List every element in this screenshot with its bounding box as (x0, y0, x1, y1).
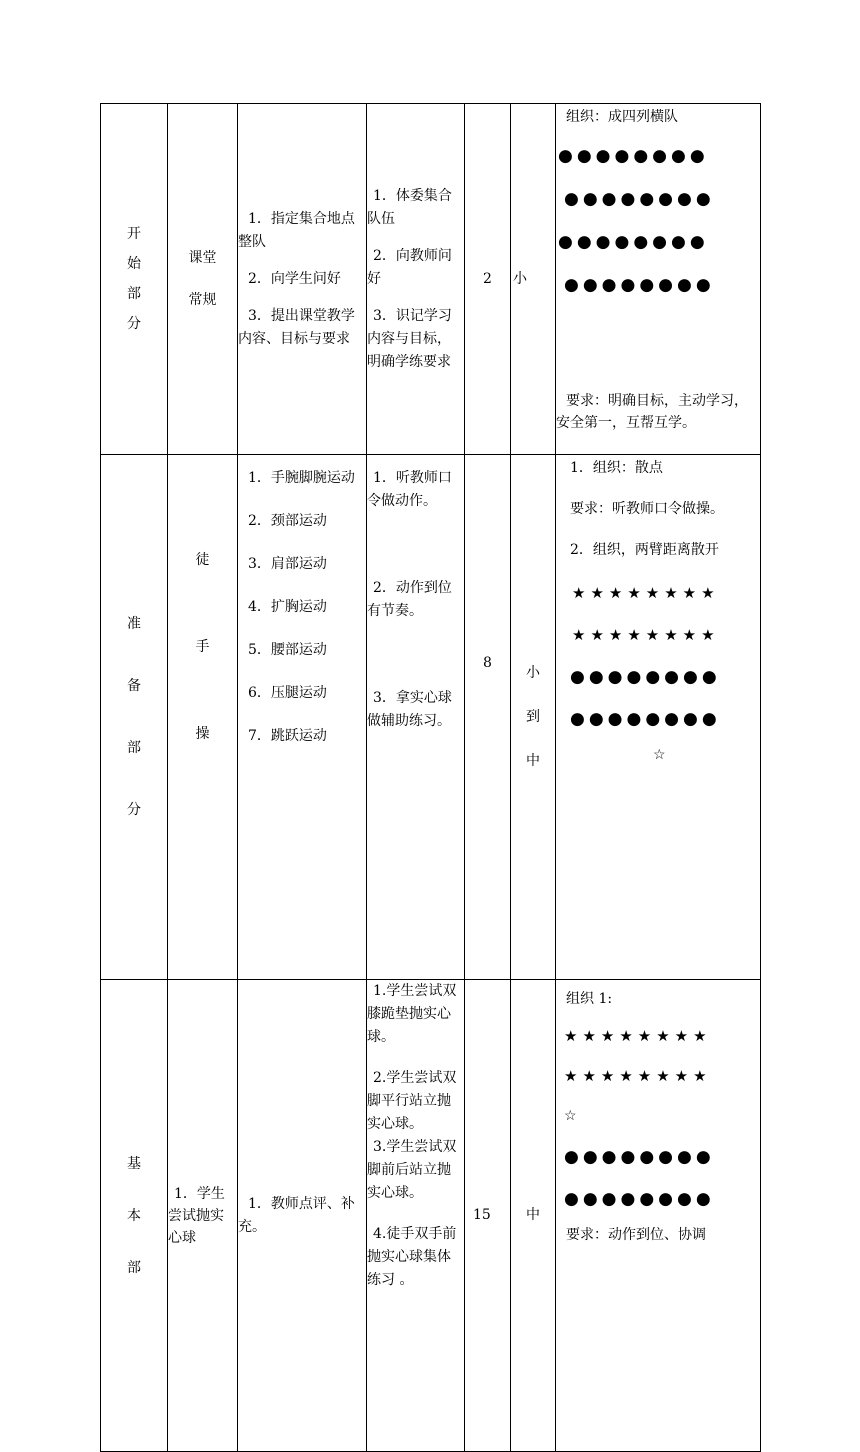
content-cell (168, 104, 238, 455)
formation-row: ●●●●●●●● (558, 232, 709, 252)
table-row (101, 104, 761, 455)
section-char: 部 (127, 1260, 141, 1276)
intensity-char: 到 (526, 709, 540, 725)
section-char: 开 (127, 226, 141, 242)
formation-row: ●●●●●●●● (564, 275, 715, 295)
formation-row: ●●●●●●●● (558, 146, 709, 166)
student-item: 4.徒手双手前抛实心球集体练习 。 (367, 1226, 457, 1288)
formation-row: ●●●●●●●● (570, 667, 721, 687)
student-item: 3.学生尝试双脚前后站立抛实心球。 (367, 1139, 457, 1201)
teacher-item: 2．颈部运动 (248, 513, 327, 529)
teacher-item: 3．提出课堂教学内容、目标与要求 (238, 307, 355, 347)
student-item: 2．向教师问好 (367, 247, 452, 287)
teacher-position-mark: ☆ (653, 747, 666, 763)
student-activity-cell (367, 104, 465, 455)
requirement-text: 要求：动作到位、协调 (566, 1227, 706, 1243)
content-cell (168, 455, 238, 980)
section-char: 准 (127, 616, 141, 632)
org-line: 要求：听教师口令做操。 (570, 501, 724, 517)
teacher-item: 7．跳跃运动 (248, 728, 327, 744)
intensity-char: 小 (526, 665, 540, 681)
lesson-plan-table (100, 103, 761, 1452)
teacher-item: 5．腰部运动 (248, 642, 327, 658)
intensity-char: 中 (526, 753, 540, 769)
section-char: 始 (127, 256, 141, 272)
section-char: 备 (127, 678, 141, 694)
content-char: 手 (195, 639, 210, 655)
section-char: 部 (127, 740, 141, 756)
teacher-item: 6．压腿运动 (248, 685, 327, 701)
formation-row: ●●●●●●●● (564, 1189, 715, 1209)
time-cell: 2 (465, 104, 511, 455)
student-activity-cell (367, 455, 465, 980)
section-char: 本 (127, 1208, 141, 1224)
student-item: 3．识记学习内容与目标，明确学练要求 (367, 307, 452, 370)
formation-row: ★★★★★★★★ (572, 584, 720, 602)
content-cell: 1．学生尝试抛实心球 (168, 980, 238, 1452)
teacher-item: 1．教师点评、补充。 (238, 1195, 355, 1235)
section-cell (101, 104, 168, 455)
teacher-activity-cell (238, 455, 367, 980)
student-item: 2．动作到位有节奏。 (367, 580, 452, 619)
student-item: 1.学生尝试双膝跪垫抛实心球。 (367, 983, 457, 1045)
org-title: 组织 1: (566, 991, 613, 1007)
teacher-item: 2．向学生问好 (248, 270, 341, 287)
formation-row: ★★★★★★★★ (572, 626, 720, 644)
teacher-activity-cell (238, 104, 367, 455)
intensity-cell (511, 455, 556, 980)
formation-row: ★★★★★★★★ (564, 1027, 712, 1045)
section-cell (101, 455, 168, 980)
time-cell: 15 (465, 980, 511, 1452)
table-row (101, 455, 761, 980)
content-char: 徒 (195, 552, 210, 568)
student-item: 1．体委集合队伍 (367, 187, 452, 227)
org-line: 2．组织，两臂距离散开 (570, 542, 719, 558)
formation-row: ★★★★★★★★ (564, 1067, 712, 1085)
organization-cell (556, 104, 761, 455)
org-line: 1．组织：散点 (570, 460, 663, 476)
content-char: 操 (195, 726, 210, 742)
content-line: 课堂 (188, 250, 217, 266)
teacher-item: 1．指定集合地点整队 (238, 210, 355, 250)
teacher-item: 3．肩部运动 (248, 556, 327, 572)
org-title: 组织：成四列横队 (566, 109, 678, 125)
content-line: 常规 (188, 292, 217, 308)
intensity-cell: 小 (511, 104, 556, 455)
student-item: 3．拿实心球做辅助练习。 (367, 690, 452, 729)
time-cell: 8 (465, 455, 511, 980)
section-char: 部 (127, 286, 141, 302)
requirement-text: 要求：明确目标，主动学习，安全第一，互帮互学。 (556, 393, 748, 431)
teacher-item: 1．手腕脚腕运动 (248, 470, 355, 486)
intensity-cell: 中 (511, 980, 556, 1452)
student-item: 1．听教师口令做动作。 (367, 470, 452, 509)
formation-row: ●●●●●●●● (564, 189, 715, 209)
teacher-position-mark: ☆ (564, 1108, 577, 1124)
student-item: 2.学生尝试双脚平行站立抛实心球。 (367, 1070, 457, 1132)
formation-row: ●●●●●●●● (564, 1147, 715, 1167)
teacher-item: 4．扩胸运动 (248, 599, 327, 615)
formation-row: ●●●●●●●● (570, 709, 721, 729)
section-char: 基 (127, 1156, 141, 1172)
section-char: 分 (127, 802, 141, 818)
organization-cell (556, 455, 761, 980)
section-char: 分 (127, 316, 141, 332)
